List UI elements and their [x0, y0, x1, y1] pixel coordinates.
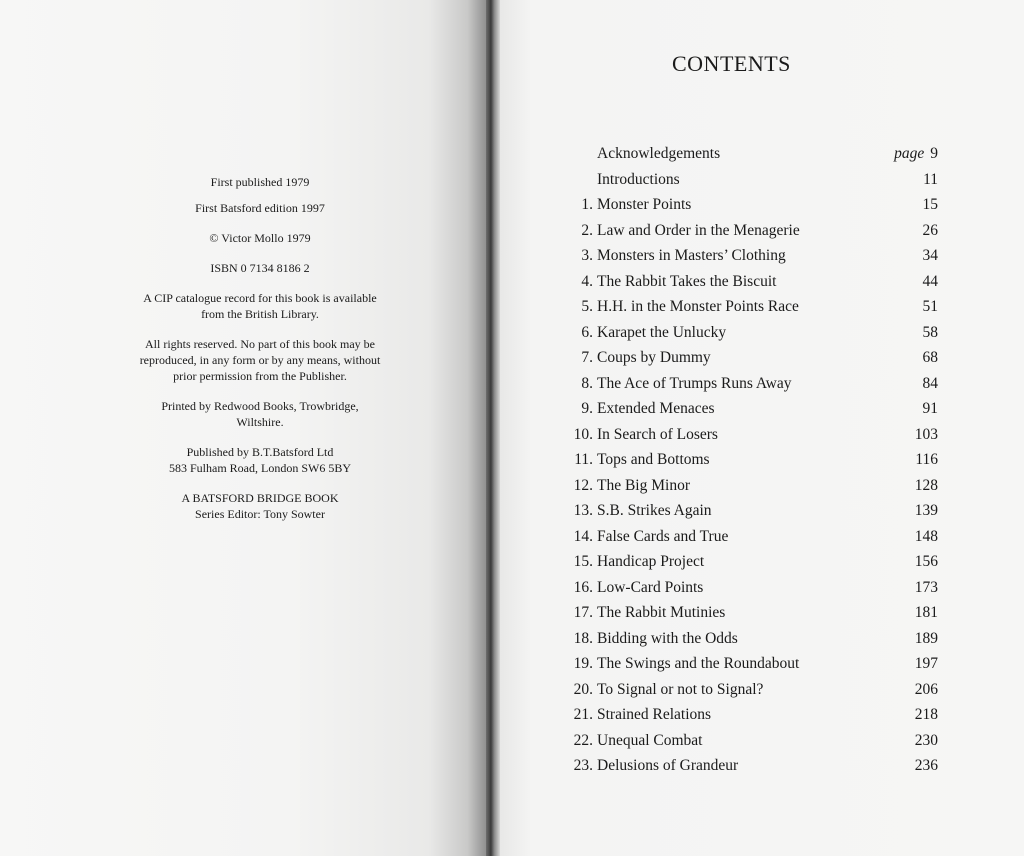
toc-entry — [555, 170, 940, 196]
toc-chapter-number: 17. — [573, 604, 593, 621]
toc-chapter-title: Handicap Project — [597, 553, 705, 570]
toc-chapter-number: 15. — [573, 553, 593, 570]
batsford-edition: First Batsford edition 1997 — [195, 201, 325, 215]
toc-page-number: 51 — [922, 298, 938, 315]
printer-line: Printed by Redwood Books, Trowbridge, Wiltshire. — [161, 399, 359, 429]
toc-entry — [555, 272, 940, 298]
toc-chapter-title: Low-Card Points — [597, 578, 704, 596]
toc-entry — [555, 654, 940, 680]
toc-chapter-title: Monster Points — [597, 196, 692, 213]
rights-notice: All rights reserved. No part of this book may be reproduced, in any form or by any means, without prior permission from the Publisher. — [139, 337, 381, 383]
toc-page-number: 218 — [914, 706, 938, 723]
toc-page-number: 84 — [922, 374, 938, 392]
toc-chapter-title: The Ace of Trumps Runs Away — [597, 374, 792, 392]
toc-chapter-title: Introductions — [597, 170, 680, 188]
toc-chapter-number: 22. — [573, 731, 593, 749]
toc-page-number: 116 — [915, 451, 938, 468]
toc-chapter-title: Unequal Combat — [597, 731, 703, 749]
toc-page-number: 189 — [914, 629, 938, 647]
toc-page-number-cell — [915, 629, 938, 649]
toc-chapter-title: To Signal or not to Signal? — [597, 680, 764, 698]
toc-chapter-number: 5. — [581, 298, 593, 315]
toc-entry — [555, 603, 940, 629]
toc-entry — [555, 374, 940, 400]
toc-chapter-title: Karapet the Unlucky — [597, 323, 727, 341]
toc-chapter-title: Coups by Dummy — [597, 349, 711, 366]
cip-notice: A CIP catalogue record for this book is available from the British Library. — [143, 291, 377, 321]
toc-page-number-cell — [915, 578, 938, 598]
toc-chapter-number: 9. — [581, 400, 593, 417]
toc-chapter-number: 10. — [573, 425, 593, 443]
toc-chapter-title: Bidding with the Odds — [597, 629, 738, 647]
toc-page-number: 9 — [930, 145, 938, 162]
toc-chapter-number: 3. — [581, 247, 593, 264]
toc-chapter-number: 21. — [573, 706, 593, 723]
toc-chapter-number: 18. — [573, 629, 593, 647]
toc-entry — [555, 629, 940, 655]
toc-entry — [555, 246, 940, 272]
left-page — [0, 0, 487, 856]
toc-entry — [555, 680, 940, 706]
toc-entry — [555, 348, 940, 374]
toc-page-number-cell — [923, 323, 939, 343]
toc-page-number-cell — [915, 425, 938, 445]
toc-page-number-cell — [923, 272, 939, 292]
toc-page-number-cell — [915, 450, 938, 470]
toc-page-number: 11 — [923, 170, 938, 188]
toc-page-number: 15 — [922, 196, 938, 213]
toc-page-number-cell — [915, 476, 938, 496]
isbn-line: ISBN 0 7134 8186 2 — [210, 261, 310, 275]
toc-page-number-cell — [923, 170, 938, 190]
contents-heading: CONTENTS — [672, 51, 791, 76]
toc-chapter-title: The Rabbit Takes the Biscuit — [597, 272, 777, 290]
toc-page-number-cell — [915, 527, 938, 547]
toc-chapter-title: In Search of Losers — [597, 425, 718, 443]
toc-entry — [555, 476, 940, 502]
toc-page-number: 68 — [922, 349, 938, 366]
toc-page-number: 44 — [922, 272, 938, 290]
toc-chapter-number: 16. — [573, 578, 593, 596]
toc-page-number-cell — [915, 705, 938, 725]
toc-page-number: 236 — [914, 757, 938, 774]
toc-page-number-cell — [915, 680, 938, 700]
copyright-line: © Victor Mollo 1979 — [209, 231, 311, 245]
imprint-block — [90, 174, 430, 532]
toc-page-number-cell — [894, 144, 938, 164]
toc-chapter-title: Extended Menaces — [597, 400, 715, 417]
toc-page-number: 156 — [914, 553, 938, 570]
toc-chapter-title: The Swings and the Roundabout — [597, 655, 800, 672]
toc-chapter-number: 11. — [574, 451, 593, 468]
toc-entry — [555, 450, 940, 476]
first-published: First published 1979 — [210, 175, 310, 189]
toc-page-number: 173 — [914, 578, 938, 596]
toc-entry — [555, 578, 940, 604]
toc-page-number-cell — [915, 603, 938, 623]
toc-entry — [555, 195, 940, 221]
toc-page-number-cell — [915, 552, 938, 572]
toc-page-number-cell — [915, 756, 938, 776]
toc-entry — [555, 731, 940, 757]
toc-chapter-title: Monsters in Masters’ Clothing — [597, 247, 786, 264]
toc-chapter-number: 19. — [573, 655, 593, 672]
book-gutter — [486, 0, 500, 856]
toc-chapter-number: 2. — [581, 221, 593, 239]
toc-entry — [555, 399, 940, 425]
toc-page-number: 206 — [914, 680, 938, 698]
toc-chapter-title: False Cards and True — [597, 527, 729, 545]
toc-entry — [555, 425, 940, 451]
toc-entry — [555, 221, 940, 247]
toc-page-number-cell — [923, 348, 939, 368]
toc-page-number: 26 — [922, 221, 938, 239]
toc-page-number-cell — [923, 195, 939, 215]
toc-entry — [555, 756, 940, 782]
toc-chapter-number: 1. — [581, 196, 593, 213]
table-of-contents — [555, 144, 940, 782]
toc-entry — [555, 144, 940, 170]
toc-page-number-cell — [915, 731, 938, 751]
publisher-line: Published by B.T.Batsford Ltd 583 Fulham Road, London SW6 5BY — [169, 445, 351, 475]
toc-page-number: 103 — [914, 425, 938, 443]
toc-chapter-title: The Rabbit Mutinies — [597, 604, 726, 621]
toc-chapter-title: S.B. Strikes Again — [597, 502, 712, 519]
toc-chapter-title: H.H. in the Monster Points Race — [597, 298, 799, 315]
toc-chapter-title: The Big Minor — [597, 476, 690, 494]
toc-chapter-number: 12. — [573, 476, 593, 494]
toc-page-number-cell — [923, 399, 939, 419]
toc-entry — [555, 705, 940, 731]
toc-chapter-number: 7. — [581, 349, 593, 366]
toc-page-number: 58 — [922, 323, 938, 341]
toc-page-number: 91 — [922, 400, 938, 417]
toc-chapter-number: 13. — [573, 502, 593, 519]
toc-entry — [555, 297, 940, 323]
toc-chapter-title: Delusions of Grandeur — [597, 757, 739, 774]
toc-page-number-cell — [923, 221, 939, 241]
toc-page-number: 34 — [922, 247, 938, 264]
toc-chapter-title: Law and Order in the Menagerie — [597, 221, 800, 239]
toc-page-number: 181 — [914, 604, 938, 621]
toc-page-number-cell — [915, 501, 938, 521]
toc-entry — [555, 501, 940, 527]
toc-page-number: 128 — [914, 476, 938, 494]
toc-entry — [555, 552, 940, 578]
toc-chapter-title: Strained Relations — [597, 706, 712, 723]
toc-chapter-number: 8. — [581, 374, 593, 392]
toc-page-number-cell — [923, 246, 939, 266]
toc-page-number: 148 — [914, 527, 938, 545]
series-line: A BATSFORD BRIDGE BOOK Series Editor: Tony Sowter — [181, 491, 339, 521]
toc-entry — [555, 527, 940, 553]
toc-chapter-number: 4. — [581, 272, 593, 290]
toc-entry — [555, 323, 940, 349]
toc-chapter-title: Tops and Bottoms — [597, 451, 710, 468]
toc-chapter-number: 23. — [573, 757, 593, 774]
page-label: page — [894, 145, 925, 162]
toc-chapter-number: 14. — [573, 527, 593, 545]
toc-chapter-number: 6. — [581, 323, 593, 341]
toc-page-number-cell — [923, 297, 939, 317]
toc-page-number: 230 — [914, 731, 938, 749]
toc-chapter-number: 20. — [573, 680, 593, 698]
toc-page-number-cell — [915, 654, 938, 674]
toc-page-number: 197 — [914, 655, 938, 672]
toc-page-number-cell — [923, 374, 939, 394]
toc-chapter-title: Acknowledgements — [597, 145, 721, 162]
toc-page-number: 139 — [914, 502, 938, 519]
